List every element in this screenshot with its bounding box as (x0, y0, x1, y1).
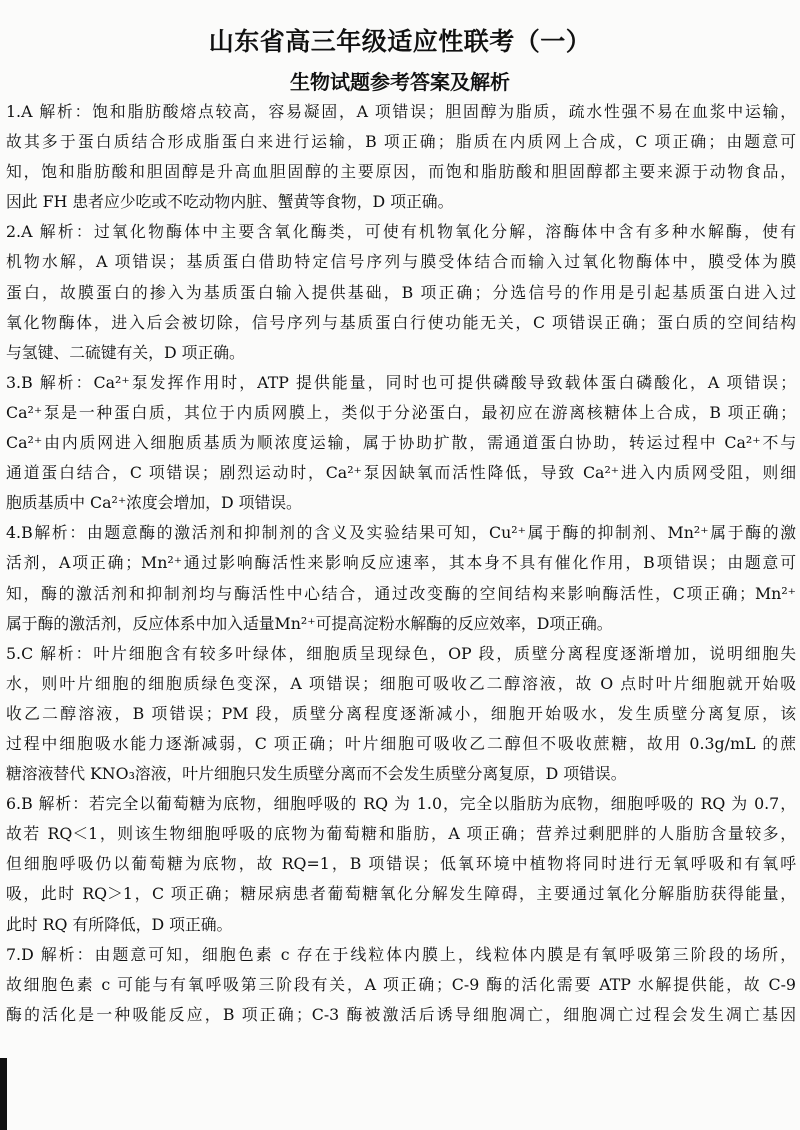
answer-7 (6, 940, 796, 1030)
answer-line: 活剂，A项正确；Mn²⁺通过影响酶活性来影响反应速率，其本身不具有催化作用，B项错误；由题意可 (6, 553, 796, 573)
answer-line: 水，则叶片细胞的细胞质绿色变深，A 项错误；细胞可吸收乙二醇溶液，故 O 点时叶片细胞就开始吸 (6, 673, 796, 693)
answer-line: 5.C 解析：叶片细胞含有较多叶绿体，细胞质呈现绿色，OP 段，质壁分离程度逐渐增加，说明细胞失 (6, 643, 796, 663)
answer-line: 此时 RQ 有所降低，D 项正确。 (6, 914, 233, 934)
answer-6 (6, 789, 796, 939)
page-title: 山东省高三年级适应性联考（一） (208, 27, 592, 56)
answer-3 (6, 368, 796, 518)
page-subtitle: 生物试题参考答案及解析 (290, 70, 510, 94)
answer-line: 6.B 解析：若完全以葡萄糖为底物，细胞呼吸的 RQ 为 1.0，完全以脂肪为底物，细胞呼吸的 RQ 为 0.7， (6, 794, 796, 814)
answer-line: 吸，此时 RQ＞1，C 项正确；糖尿病患者葡萄糖氧化分解发生障碍，主要通过氧化分解脂肪获得能量， (6, 884, 796, 904)
answer-line: 7.D 解析：由题意可知，细胞色素 c 存在于线粒体内膜上，线粒体内膜是有氧呼吸第三阶段的场所， (6, 944, 796, 964)
answer-2 (6, 217, 796, 367)
answer-line: Ca²⁺由内质网进入细胞质基质为顺浓度运输，属于协助扩散，需通道蛋白协助，转运过程中 Ca²⁺不与 (6, 433, 796, 453)
answer-line: 故其多于蛋白质结合形成脂蛋白来进行运输，B 项正确；脂质在内质网上合成，C 项正确；由题意可 (6, 132, 796, 152)
answer-line: 通道蛋白结合，C 项错误；剧烈运动时，Ca²⁺泵因缺氧而活性降低，导致 Ca²⁺进入内质网受阻，则细 (6, 463, 796, 483)
answer-line: 蛋白，故膜蛋白的掺入为基质蛋白输入提供基础，B 项正确；分选信号的作用是引起基质蛋白进入过 (6, 282, 796, 302)
answers-content (6, 97, 796, 1030)
answer-line: Ca²⁺泵是一种蛋白质，其位于内质网膜上，类似于分泌蛋白，最初应在游离核糖体上合成，B 项正确； (6, 402, 796, 422)
answer-line: 故细胞色素 c 可能与有氧呼吸第三阶段有关，A 项正确；C-9 酶的活化需要 ATP 水解提供能，故 C-9 (6, 974, 796, 994)
answer-line: 2.A 解析：过氧化物酶体中主要含氧化酶类，可使有机物氧化分解，溶酶体中含有多种水解酶，使有 (6, 222, 796, 242)
answer-line: 但细胞呼吸仍以葡萄糖为底物，故 RQ=1，B 项错误；低氧环境中植物将同时进行无氧呼吸和有氧呼 (6, 854, 796, 874)
answer-line: 故若 RQ＜1，则该生物细胞呼吸的底物为葡萄糖和脂肪，A 项正确；营养过剩肥胖的人脂肪含量较多， (6, 824, 796, 844)
answer-line: 胞质基质中 Ca²⁺浓度会增加，D 项错误。 (6, 493, 302, 513)
answer-line: 机物水解，A 项错误；基质蛋白借助特定信号序列与膜受体结合而输入过氧化物酶体中，膜受体为膜 (6, 252, 796, 272)
answer-line: 收乙二醇溶液，B 项错误；PM 段，质壁分离程度逐渐减小，细胞开始吸水，发生质壁分离复原，该 (6, 703, 796, 723)
answer-line: 知，酶的激活剂和抑制剂均与酶活性中心结合，通过改变酶的空间结构来影响酶活性，C项正确；Mn²⁺ (6, 583, 796, 603)
answer-line: 4.B解析：由题意酶的激活剂和抑制剂的含义及实验结果可知，Cu²⁺属于酶的抑制剂、Mn²⁺属于酶的激 (6, 523, 796, 543)
answer-line: 因此 FH 患者应少吃或不吃动物内脏、蟹黄等食物，D 项正确。 (6, 192, 454, 212)
answer-line: 酶的活化是一种吸能反应，B 项正确；C-3 酶被激活后诱导细胞凋亡，细胞凋亡过程会发生凋亡基因 (6, 1004, 796, 1024)
answer-4 (6, 518, 796, 638)
answer-line: 氧化物酶体，进入后会被切除，信号序列与基质蛋白行使功能无关，C 项错误正确；蛋白质的空间结构 (6, 312, 796, 332)
answer-line: 3.B 解析：Ca²⁺泵发挥作用时，ATP 提供能量，同时也可提供磷酸导致载体蛋白磷酸化，A 项错误； (6, 372, 796, 392)
answer-line: 过程中细胞吸水能力逐渐减弱，C 项正确；叶片细胞可吸收乙二醇但不吸收蔗糖，故用 0.3g/mL 的蔗 (6, 733, 796, 753)
answer-1 (6, 97, 796, 217)
answer-line: 1.A 解析：饱和脂肪酸熔点较高，容易凝固，A 项错误；胆固醇为脂质，疏水性强不易在血浆中运输， (6, 102, 796, 121)
scan-edge-divider (0, 1058, 7, 1130)
answer-5 (6, 639, 796, 789)
answer-line: 糖溶液替代 KNO₃溶液，叶片细胞只发生质壁分离而不会发生质壁分离复原，D 项错误。 (6, 764, 627, 784)
answer-line: 属于酶的激活剂，反应体系中加入适量Mn²⁺可提高淀粉水解酶的反应效率，D项正确。 (6, 613, 613, 633)
answer-line: 知，饱和脂肪酸和胆固醇是升高血胆固醇的主要原因，而饱和脂肪酸和胆固醇都主要来源于动物食品， (6, 162, 796, 182)
answer-line: 与氢键、二硫键有关，D 项正确。 (6, 342, 245, 362)
